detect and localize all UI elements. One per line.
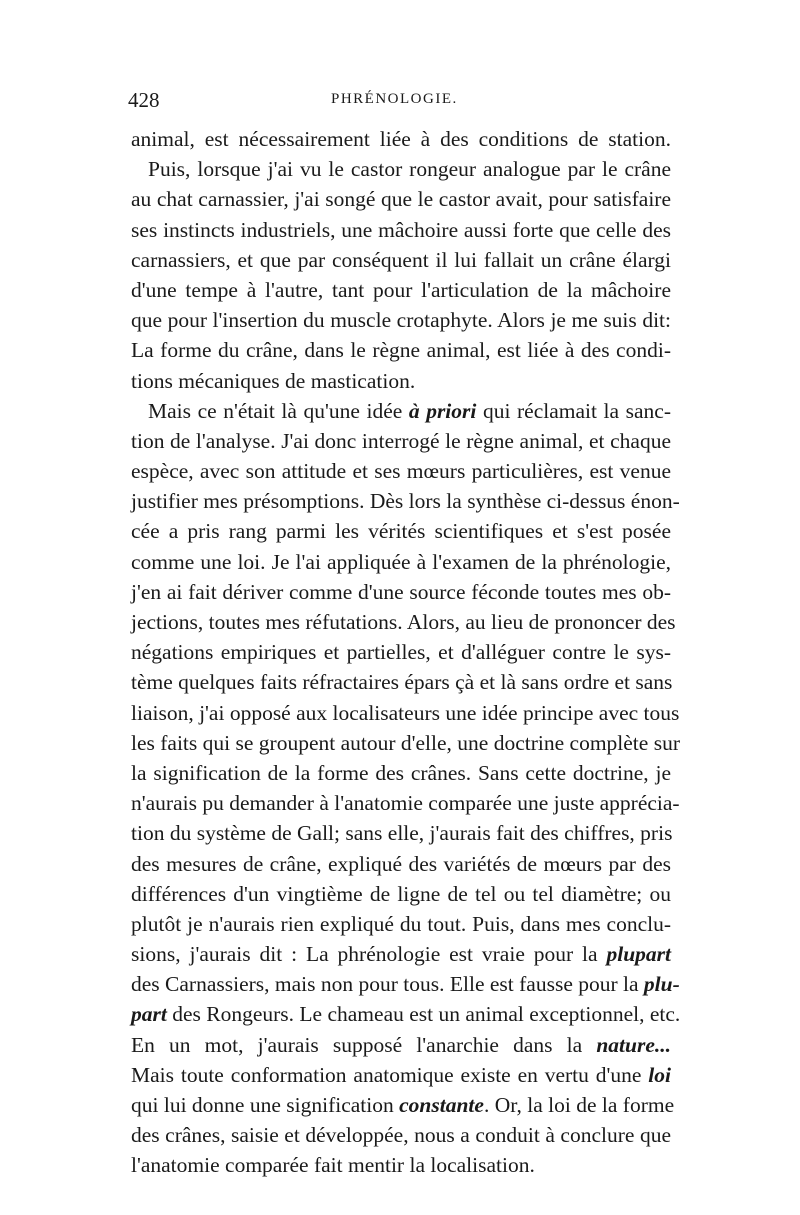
text-line: ses instincts industriels, une mâchoire aussi forte que celle des [131,217,671,242]
emphasis-loi: loi [648,1062,671,1087]
text-line: tion du système de Gall; sans elle, j'aurais fait des chiffres, pris [131,821,673,846]
text-line: tion de l'analyse. J'ai donc interrogé le règne animal, et chaque [131,428,671,453]
text-line: des crânes, saisie et développée, nous a conduit à conclure que [131,1123,671,1148]
text-line: justifier mes présomptions. Dès lors la synthèse ci-dessus énon- [131,489,680,514]
text-line [131,969,680,999]
text-line: j'en ai fait dériver comme d'une source féconde toutes mes ob- [131,579,671,604]
text-line: La forme du crâne, dans le règne animal, est liée à des condi- [131,338,671,363]
text-line: espèce, avec son attitude et ses mœurs particulières, est venue [131,459,671,484]
text-line: plutôt je n'aurais rien expliqué du tout. Puis, dans mes conclu- [131,911,671,936]
text-line [131,1060,671,1090]
line-segment: Mais toute conformation anatomique existe en vertu d'une [131,1062,649,1087]
line-segment: qui lui donne une signification [131,1093,400,1117]
text-line: les faits qui se groupent autour d'elle, une doctrine complète sur [131,730,680,755]
text-line: différences d'un vingtième de ligne de tel ou tel diamètre; ou [131,881,671,906]
body-text [131,124,681,1181]
emphasis-plu: plu- [643,972,680,997]
text-line: la signification de la forme des crânes. Sans cette doctrine, je [131,760,671,785]
text-line: tème quelques faits réfractaires épars çà et là sans ordre et sans [131,670,673,695]
line-segment: Mais ce n'était là qu'une idée [148,398,409,423]
line-segment: . Or, la loi de la forme [483,1093,675,1117]
text-line: tions mécaniques de mastication. [131,368,416,393]
text-line: que pour l'insertion du muscle crotaphyte. Alors je me suis dit: [131,308,671,333]
page-number: 428 [128,88,160,112]
running-title: PHRÉNOLOGIE. [331,91,458,107]
line-segment: sions, j'aurais dit : La phrénologie est vraie pour la [131,942,607,967]
line-segment: des Carnassiers, mais non pour tous. Elle est fausse pour la [131,972,644,997]
running-head [128,88,678,118]
line-segment: qui réclamait la sanc- [482,398,672,423]
text-line [131,939,671,969]
text-line: des mesures de crâne, expliqué des variétés de mœurs par des [131,851,671,876]
text-line: d'une tempe à l'autre, tant pour l'articulation de la mâchoire [131,277,671,302]
line-segment: En un mot, j'aurais supposé l'anarchie dans la [131,1032,597,1057]
text-line: négations empiriques et partielles, et d'alléguer contre le sys- [131,640,671,665]
text-line: cée a pris rang parmi les vérités scientifiques et s'est posée [131,519,671,544]
emphasis-a-priori: à priori [408,398,477,423]
line-segment: des Rongeurs. Le chameau est un animal exceptionnel, etc. [166,1002,681,1027]
text-line: carnassiers, et que par conséquent il lui fallait un crâne élargi [131,247,671,272]
text-line: au chat carnassier, j'ai songé que le castor avait, pour satisfaire [131,187,671,212]
text-line [131,396,671,426]
emphasis-nature: nature... [596,1032,671,1057]
text-line [131,1090,675,1120]
text-line: n'aurais pu demander à l'anatomie comparée une juste apprécia- [131,791,680,816]
text-line: comme une loi. Je l'ai appliquée à l'examen de la phrénologie, [131,549,671,574]
text-line: animal, est nécessairement liée à des conditions de station. [131,127,671,151]
text-line: jections, toutes mes réfutations. Alors, au lieu de prononcer des [131,610,676,634]
emphasis-plupart: plupart [606,942,671,967]
text-line [131,999,681,1029]
emphasis-constante: constante [399,1093,484,1117]
text-line: Puis, lorsque j'ai vu le castor rongeur analogue par le crâne [148,157,671,182]
text-line: liaison, j'ai opposé aux localisateurs une idée principe avec tous [131,700,680,725]
text-line: l'anatomie comparée fait mentir la localisation. [131,1153,535,1178]
text-line [131,1030,671,1060]
emphasis-part: part [131,1002,167,1027]
